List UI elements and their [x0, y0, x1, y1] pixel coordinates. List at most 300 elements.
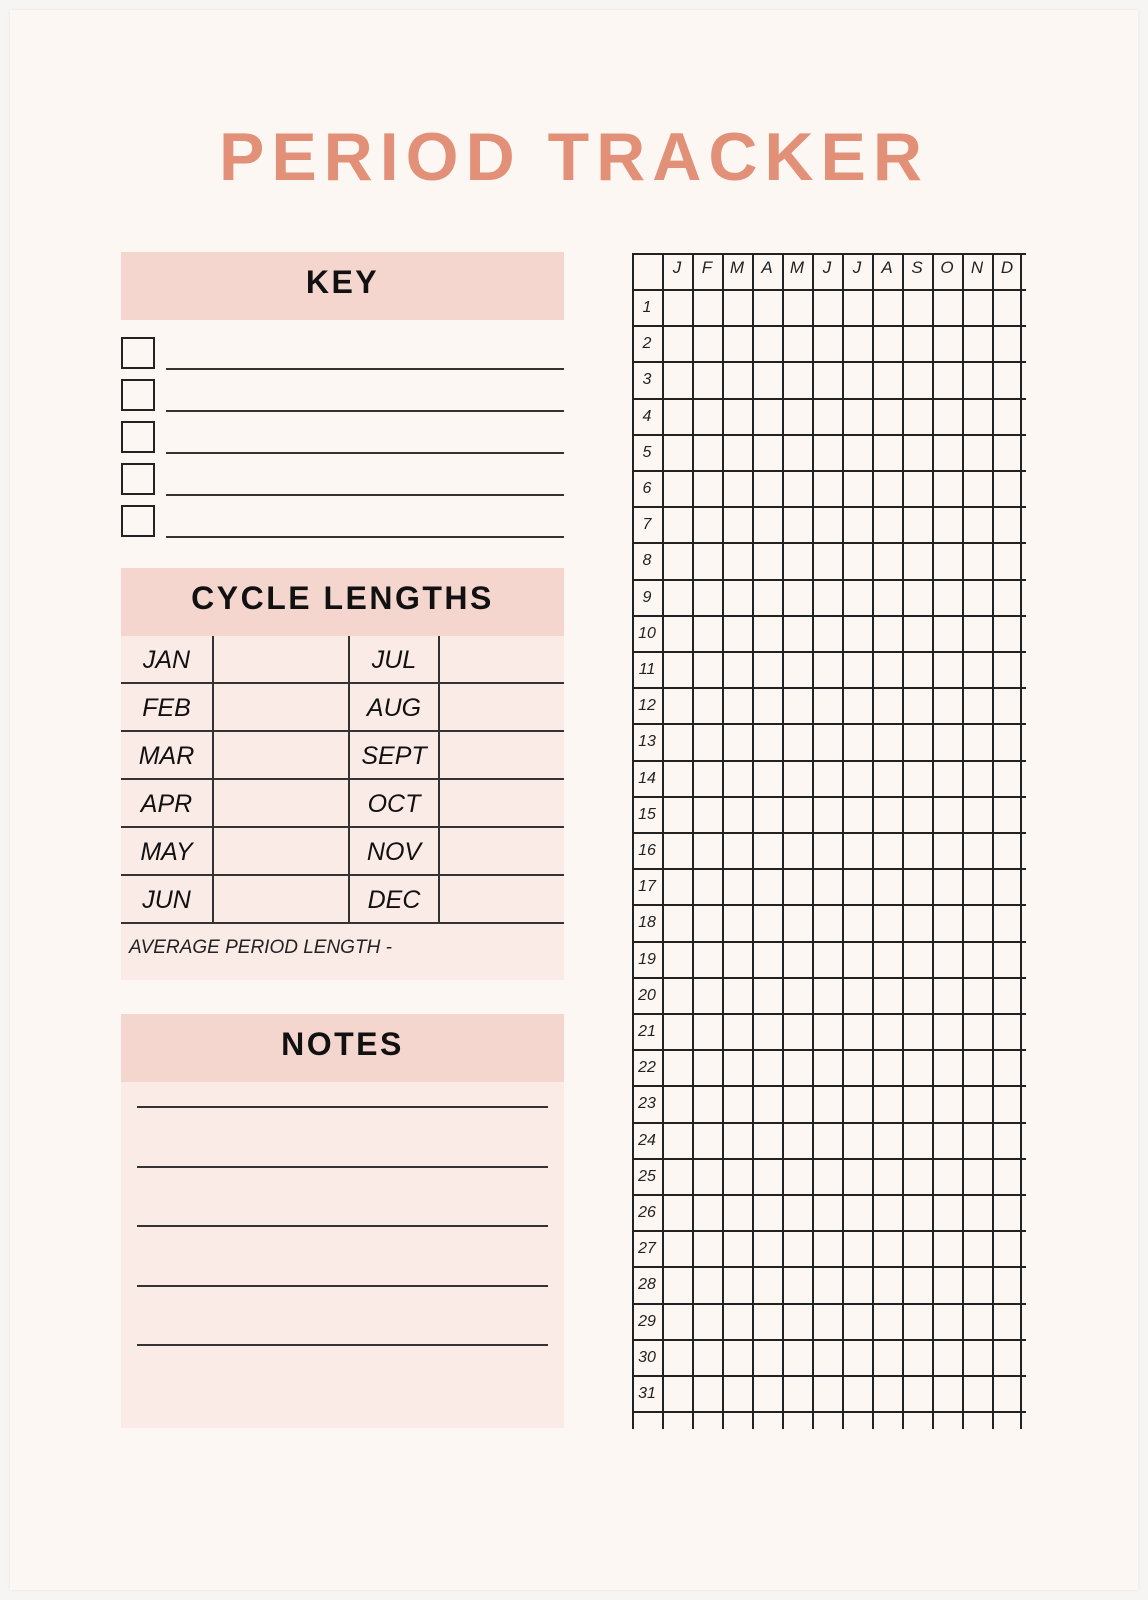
- tracker-cell[interactable]: [934, 1377, 962, 1411]
- key-write-line[interactable]: [166, 368, 564, 370]
- tracker-cell[interactable]: [724, 1196, 752, 1230]
- tracker-cell[interactable]: [904, 617, 932, 651]
- tracker-cell[interactable]: [904, 943, 932, 977]
- key-write-line[interactable]: [166, 536, 564, 538]
- note-line[interactable]: [137, 1344, 548, 1346]
- tracker-cell[interactable]: [814, 363, 842, 397]
- tracker-cell[interactable]: [784, 1015, 812, 1049]
- tracker-cell[interactable]: [694, 1124, 722, 1158]
- tracker-cell[interactable]: [844, 327, 872, 361]
- tracker-cell[interactable]: [694, 363, 722, 397]
- tracker-cell[interactable]: [814, 870, 842, 904]
- tracker-cell[interactable]: [814, 653, 842, 687]
- tracker-cell[interactable]: [994, 400, 1022, 434]
- cycle-length-input[interactable]: [212, 828, 348, 876]
- tracker-cell[interactable]: [694, 906, 722, 940]
- tracker-cell[interactable]: [964, 436, 992, 470]
- tracker-cell[interactable]: [994, 1305, 1022, 1339]
- tracker-cell[interactable]: [694, 472, 722, 506]
- tracker-cell[interactable]: [754, 725, 782, 759]
- tracker-cell[interactable]: [694, 544, 722, 578]
- tracker-cell[interactable]: [934, 436, 962, 470]
- tracker-cell[interactable]: [724, 544, 752, 578]
- tracker-cell[interactable]: [874, 1015, 902, 1049]
- tracker-cell[interactable]: [874, 798, 902, 832]
- tracker-cell[interactable]: [694, 508, 722, 542]
- tracker-cell[interactable]: [844, 291, 872, 325]
- tracker-cell[interactable]: [844, 581, 872, 615]
- cycle-length-input[interactable]: [438, 636, 564, 684]
- tracker-cell[interactable]: [664, 327, 692, 361]
- tracker-cell[interactable]: [874, 400, 902, 434]
- tracker-cell[interactable]: [754, 762, 782, 796]
- tracker-cell[interactable]: [844, 472, 872, 506]
- tracker-cell[interactable]: [814, 436, 842, 470]
- tracker-cell[interactable]: [664, 1015, 692, 1049]
- tracker-cell[interactable]: [694, 1051, 722, 1085]
- tracker-cell[interactable]: [844, 544, 872, 578]
- tracker-cell[interactable]: [784, 1087, 812, 1121]
- tracker-cell[interactable]: [904, 291, 932, 325]
- tracker-cell[interactable]: [754, 653, 782, 687]
- tracker-cell[interactable]: [994, 1196, 1022, 1230]
- cycle-length-input[interactable]: [212, 876, 348, 924]
- tracker-cell[interactable]: [814, 544, 842, 578]
- tracker-cell[interactable]: [694, 725, 722, 759]
- tracker-cell[interactable]: [754, 1087, 782, 1121]
- tracker-cell[interactable]: [694, 653, 722, 687]
- tracker-cell[interactable]: [664, 1124, 692, 1158]
- tracker-cell[interactable]: [694, 1087, 722, 1121]
- tracker-cell[interactable]: [994, 870, 1022, 904]
- tracker-cell[interactable]: [784, 1377, 812, 1411]
- tracker-cell[interactable]: [814, 1232, 842, 1266]
- tracker-cell[interactable]: [904, 798, 932, 832]
- tracker-cell[interactable]: [874, 581, 902, 615]
- tracker-cell[interactable]: [934, 1015, 962, 1049]
- tracker-cell[interactable]: [994, 1124, 1022, 1158]
- tracker-cell[interactable]: [664, 1268, 692, 1302]
- tracker-cell[interactable]: [994, 943, 1022, 977]
- tracker-cell[interactable]: [754, 1051, 782, 1085]
- tracker-cell[interactable]: [694, 1015, 722, 1049]
- tracker-cell[interactable]: [694, 979, 722, 1013]
- tracker-cell[interactable]: [904, 1087, 932, 1121]
- tracker-cell[interactable]: [844, 436, 872, 470]
- tracker-cell[interactable]: [964, 870, 992, 904]
- tracker-cell[interactable]: [934, 327, 962, 361]
- tracker-cell[interactable]: [784, 1305, 812, 1339]
- tracker-cell[interactable]: [844, 725, 872, 759]
- tracker-cell[interactable]: [724, 725, 752, 759]
- tracker-cell[interactable]: [664, 400, 692, 434]
- tracker-cell[interactable]: [964, 1232, 992, 1266]
- tracker-cell[interactable]: [754, 1160, 782, 1194]
- tracker-cell[interactable]: [814, 1015, 842, 1049]
- tracker-cell[interactable]: [844, 979, 872, 1013]
- tracker-cell[interactable]: [844, 1124, 872, 1158]
- tracker-cell[interactable]: [754, 834, 782, 868]
- tracker-cell[interactable]: [724, 472, 752, 506]
- tracker-cell[interactable]: [844, 1015, 872, 1049]
- tracker-cell[interactable]: [934, 508, 962, 542]
- tracker-cell[interactable]: [784, 363, 812, 397]
- tracker-cell[interactable]: [994, 436, 1022, 470]
- tracker-cell[interactable]: [814, 943, 842, 977]
- tracker-cell[interactable]: [664, 1051, 692, 1085]
- tracker-cell[interactable]: [724, 1087, 752, 1121]
- tracker-cell[interactable]: [844, 508, 872, 542]
- tracker-cell[interactable]: [664, 906, 692, 940]
- tracker-cell[interactable]: [724, 508, 752, 542]
- tracker-cell[interactable]: [994, 1087, 1022, 1121]
- tracker-cell[interactable]: [694, 1377, 722, 1411]
- tracker-cell[interactable]: [934, 400, 962, 434]
- tracker-cell[interactable]: [754, 1196, 782, 1230]
- tracker-cell[interactable]: [844, 1160, 872, 1194]
- tracker-cell[interactable]: [844, 1377, 872, 1411]
- tracker-cell[interactable]: [754, 400, 782, 434]
- tracker-cell[interactable]: [814, 979, 842, 1013]
- tracker-cell[interactable]: [814, 762, 842, 796]
- tracker-cell[interactable]: [664, 653, 692, 687]
- tracker-cell[interactable]: [844, 363, 872, 397]
- tracker-cell[interactable]: [994, 291, 1022, 325]
- tracker-cell[interactable]: [694, 834, 722, 868]
- tracker-cell[interactable]: [904, 1196, 932, 1230]
- key-checkbox[interactable]: [121, 463, 155, 495]
- tracker-cell[interactable]: [964, 1051, 992, 1085]
- tracker-cell[interactable]: [994, 979, 1022, 1013]
- tracker-cell[interactable]: [874, 725, 902, 759]
- tracker-cell[interactable]: [874, 327, 902, 361]
- tracker-cell[interactable]: [934, 1124, 962, 1158]
- tracker-cell[interactable]: [664, 291, 692, 325]
- tracker-cell[interactable]: [724, 1341, 752, 1375]
- tracker-cell[interactable]: [664, 472, 692, 506]
- note-line[interactable]: [137, 1285, 548, 1287]
- tracker-cell[interactable]: [844, 1196, 872, 1230]
- tracker-cell[interactable]: [784, 1196, 812, 1230]
- tracker-cell[interactable]: [754, 544, 782, 578]
- tracker-cell[interactable]: [994, 1160, 1022, 1194]
- tracker-cell[interactable]: [784, 653, 812, 687]
- tracker-cell[interactable]: [844, 943, 872, 977]
- tracker-cell[interactable]: [844, 400, 872, 434]
- tracker-cell[interactable]: [664, 1377, 692, 1411]
- tracker-cell[interactable]: [874, 1341, 902, 1375]
- tracker-cell[interactable]: [784, 617, 812, 651]
- tracker-cell[interactable]: [664, 581, 692, 615]
- tracker-cell[interactable]: [814, 291, 842, 325]
- tracker-cell[interactable]: [934, 1268, 962, 1302]
- tracker-cell[interactable]: [964, 689, 992, 723]
- cycle-length-input[interactable]: [212, 780, 348, 828]
- tracker-cell[interactable]: [664, 544, 692, 578]
- tracker-cell[interactable]: [754, 798, 782, 832]
- tracker-cell[interactable]: [994, 798, 1022, 832]
- tracker-cell[interactable]: [784, 979, 812, 1013]
- tracker-cell[interactable]: [754, 1377, 782, 1411]
- tracker-cell[interactable]: [784, 581, 812, 615]
- tracker-cell[interactable]: [814, 1051, 842, 1085]
- tracker-cell[interactable]: [964, 725, 992, 759]
- tracker-cell[interactable]: [664, 943, 692, 977]
- tracker-cell[interactable]: [814, 1268, 842, 1302]
- tracker-cell[interactable]: [694, 1305, 722, 1339]
- cycle-length-input[interactable]: [212, 684, 348, 732]
- tracker-cell[interactable]: [964, 1377, 992, 1411]
- tracker-cell[interactable]: [814, 1341, 842, 1375]
- tracker-cell[interactable]: [904, 762, 932, 796]
- tracker-cell[interactable]: [814, 617, 842, 651]
- tracker-cell[interactable]: [844, 1305, 872, 1339]
- tracker-cell[interactable]: [904, 508, 932, 542]
- tracker-cell[interactable]: [664, 870, 692, 904]
- tracker-cell[interactable]: [904, 1377, 932, 1411]
- tracker-cell[interactable]: [964, 762, 992, 796]
- tracker-cell[interactable]: [904, 1268, 932, 1302]
- tracker-cell[interactable]: [994, 1377, 1022, 1411]
- notes-area[interactable]: [121, 1082, 564, 1428]
- tracker-cell[interactable]: [934, 979, 962, 1013]
- tracker-cell[interactable]: [964, 400, 992, 434]
- tracker-cell[interactable]: [724, 400, 752, 434]
- tracker-cell[interactable]: [994, 1341, 1022, 1375]
- tracker-cell[interactable]: [934, 581, 962, 615]
- tracker-cell[interactable]: [724, 1051, 752, 1085]
- tracker-cell[interactable]: [784, 834, 812, 868]
- tracker-cell[interactable]: [874, 906, 902, 940]
- key-write-line[interactable]: [166, 410, 564, 412]
- tracker-cell[interactable]: [904, 581, 932, 615]
- tracker-cell[interactable]: [814, 400, 842, 434]
- tracker-cell[interactable]: [784, 1124, 812, 1158]
- tracker-cell[interactable]: [904, 1160, 932, 1194]
- tracker-cell[interactable]: [694, 617, 722, 651]
- tracker-cell[interactable]: [994, 653, 1022, 687]
- tracker-cell[interactable]: [694, 762, 722, 796]
- tracker-cell[interactable]: [964, 508, 992, 542]
- tracker-cell[interactable]: [964, 617, 992, 651]
- tracker-cell[interactable]: [784, 544, 812, 578]
- tracker-cell[interactable]: [994, 834, 1022, 868]
- tracker-cell[interactable]: [664, 1087, 692, 1121]
- cycle-length-input[interactable]: [438, 780, 564, 828]
- tracker-cell[interactable]: [934, 617, 962, 651]
- tracker-cell[interactable]: [664, 1232, 692, 1266]
- cycle-length-input[interactable]: [438, 876, 564, 924]
- tracker-cell[interactable]: [694, 400, 722, 434]
- tracker-cell[interactable]: [934, 1305, 962, 1339]
- tracker-cell[interactable]: [724, 979, 752, 1013]
- tracker-cell[interactable]: [814, 834, 842, 868]
- cycle-length-input[interactable]: [438, 732, 564, 780]
- tracker-cell[interactable]: [934, 1087, 962, 1121]
- tracker-cell[interactable]: [964, 834, 992, 868]
- tracker-cell[interactable]: [694, 1160, 722, 1194]
- tracker-cell[interactable]: [934, 1160, 962, 1194]
- tracker-cell[interactable]: [934, 906, 962, 940]
- tracker-cell[interactable]: [754, 508, 782, 542]
- tracker-cell[interactable]: [844, 1268, 872, 1302]
- tracker-cell[interactable]: [874, 291, 902, 325]
- tracker-cell[interactable]: [844, 1051, 872, 1085]
- tracker-cell[interactable]: [994, 906, 1022, 940]
- tracker-cell[interactable]: [874, 508, 902, 542]
- tracker-cell[interactable]: [814, 906, 842, 940]
- tracker-cell[interactable]: [784, 436, 812, 470]
- cycle-length-input[interactable]: [212, 732, 348, 780]
- tracker-cell[interactable]: [874, 1377, 902, 1411]
- tracker-cell[interactable]: [664, 762, 692, 796]
- tracker-cell[interactable]: [874, 1160, 902, 1194]
- tracker-cell[interactable]: [934, 544, 962, 578]
- key-checkbox[interactable]: [121, 379, 155, 411]
- key-write-line[interactable]: [166, 452, 564, 454]
- tracker-cell[interactable]: [874, 653, 902, 687]
- tracker-cell[interactable]: [904, 870, 932, 904]
- tracker-cell[interactable]: [754, 1268, 782, 1302]
- tracker-cell[interactable]: [934, 291, 962, 325]
- tracker-cell[interactable]: [694, 1232, 722, 1266]
- tracker-cell[interactable]: [814, 1124, 842, 1158]
- tracker-cell[interactable]: [694, 1196, 722, 1230]
- tracker-cell[interactable]: [964, 1341, 992, 1375]
- tracker-cell[interactable]: [964, 906, 992, 940]
- tracker-cell[interactable]: [904, 1341, 932, 1375]
- tracker-cell[interactable]: [724, 1232, 752, 1266]
- tracker-cell[interactable]: [754, 363, 782, 397]
- tracker-cell[interactable]: [964, 1087, 992, 1121]
- tracker-cell[interactable]: [904, 1124, 932, 1158]
- tracker-cell[interactable]: [754, 1341, 782, 1375]
- tracker-cell[interactable]: [994, 762, 1022, 796]
- tracker-cell[interactable]: [874, 1232, 902, 1266]
- tracker-cell[interactable]: [754, 1232, 782, 1266]
- tracker-cell[interactable]: [664, 1341, 692, 1375]
- tracker-cell[interactable]: [844, 762, 872, 796]
- tracker-cell[interactable]: [994, 544, 1022, 578]
- key-checkbox[interactable]: [121, 505, 155, 537]
- tracker-cell[interactable]: [844, 870, 872, 904]
- tracker-cell[interactable]: [754, 1124, 782, 1158]
- tracker-cell[interactable]: [814, 1087, 842, 1121]
- tracker-cell[interactable]: [964, 327, 992, 361]
- tracker-cell[interactable]: [754, 291, 782, 325]
- tracker-cell[interactable]: [724, 1124, 752, 1158]
- tracker-cell[interactable]: [754, 979, 782, 1013]
- tracker-cell[interactable]: [784, 798, 812, 832]
- tracker-cell[interactable]: [904, 400, 932, 434]
- cycle-length-input[interactable]: [438, 684, 564, 732]
- tracker-cell[interactable]: [784, 327, 812, 361]
- tracker-cell[interactable]: [814, 798, 842, 832]
- tracker-cell[interactable]: [874, 1051, 902, 1085]
- tracker-cell[interactable]: [874, 834, 902, 868]
- tracker-cell[interactable]: [994, 1232, 1022, 1266]
- tracker-cell[interactable]: [694, 327, 722, 361]
- tracker-cell[interactable]: [724, 834, 752, 868]
- tracker-cell[interactable]: [964, 291, 992, 325]
- key-checkbox[interactable]: [121, 421, 155, 453]
- tracker-cell[interactable]: [784, 1341, 812, 1375]
- tracker-cell[interactable]: [934, 363, 962, 397]
- tracker-cell[interactable]: [814, 1305, 842, 1339]
- tracker-cell[interactable]: [964, 653, 992, 687]
- tracker-cell[interactable]: [874, 1087, 902, 1121]
- tracker-cell[interactable]: [904, 906, 932, 940]
- tracker-cell[interactable]: [904, 834, 932, 868]
- tracker-cell[interactable]: [844, 617, 872, 651]
- tracker-cell[interactable]: [754, 1015, 782, 1049]
- tracker-cell[interactable]: [874, 762, 902, 796]
- tracker-cell[interactable]: [934, 1341, 962, 1375]
- tracker-cell[interactable]: [934, 834, 962, 868]
- tracker-cell[interactable]: [994, 327, 1022, 361]
- tracker-cell[interactable]: [724, 1160, 752, 1194]
- tracker-cell[interactable]: [664, 508, 692, 542]
- tracker-cell[interactable]: [994, 472, 1022, 506]
- tracker-cell[interactable]: [874, 363, 902, 397]
- cycle-length-input[interactable]: [212, 636, 348, 684]
- tracker-cell[interactable]: [844, 906, 872, 940]
- tracker-cell[interactable]: [994, 617, 1022, 651]
- tracker-cell[interactable]: [964, 943, 992, 977]
- tracker-cell[interactable]: [904, 725, 932, 759]
- tracker-cell[interactable]: [934, 725, 962, 759]
- tracker-cell[interactable]: [844, 1232, 872, 1266]
- tracker-cell[interactable]: [994, 508, 1022, 542]
- tracker-cell[interactable]: [784, 400, 812, 434]
- note-line[interactable]: [137, 1225, 548, 1227]
- tracker-cell[interactable]: [964, 1305, 992, 1339]
- tracker-cell[interactable]: [784, 1160, 812, 1194]
- tracker-cell[interactable]: [664, 363, 692, 397]
- note-line[interactable]: [137, 1106, 548, 1108]
- tracker-cell[interactable]: [664, 1305, 692, 1339]
- tracker-cell[interactable]: [874, 979, 902, 1013]
- tracker-cell[interactable]: [994, 363, 1022, 397]
- tracker-cell[interactable]: [814, 1160, 842, 1194]
- tracker-cell[interactable]: [664, 436, 692, 470]
- tracker-cell[interactable]: [694, 1268, 722, 1302]
- tracker-cell[interactable]: [874, 1196, 902, 1230]
- tracker-cell[interactable]: [904, 544, 932, 578]
- tracker-cell[interactable]: [724, 291, 752, 325]
- tracker-cell[interactable]: [694, 689, 722, 723]
- tracker-cell[interactable]: [934, 870, 962, 904]
- tracker-cell[interactable]: [724, 798, 752, 832]
- tracker-cell[interactable]: [754, 327, 782, 361]
- tracker-cell[interactable]: [694, 436, 722, 470]
- tracker-cell[interactable]: [814, 1196, 842, 1230]
- tracker-cell[interactable]: [784, 943, 812, 977]
- tracker-cell[interactable]: [814, 508, 842, 542]
- tracker-cell[interactable]: [934, 1051, 962, 1085]
- tracker-cell[interactable]: [934, 798, 962, 832]
- tracker-cell[interactable]: [694, 1341, 722, 1375]
- average-period-length[interactable]: AVERAGE PERIOD LENGTH -: [129, 937, 392, 958]
- tracker-cell[interactable]: [664, 725, 692, 759]
- tracker-cell[interactable]: [964, 1124, 992, 1158]
- tracker-cell[interactable]: [874, 1268, 902, 1302]
- tracker-cell[interactable]: [844, 1087, 872, 1121]
- tracker-cell[interactable]: [784, 1268, 812, 1302]
- tracker-cell[interactable]: [994, 1268, 1022, 1302]
- tracker-cell[interactable]: [964, 1160, 992, 1194]
- tracker-cell[interactable]: [724, 1377, 752, 1411]
